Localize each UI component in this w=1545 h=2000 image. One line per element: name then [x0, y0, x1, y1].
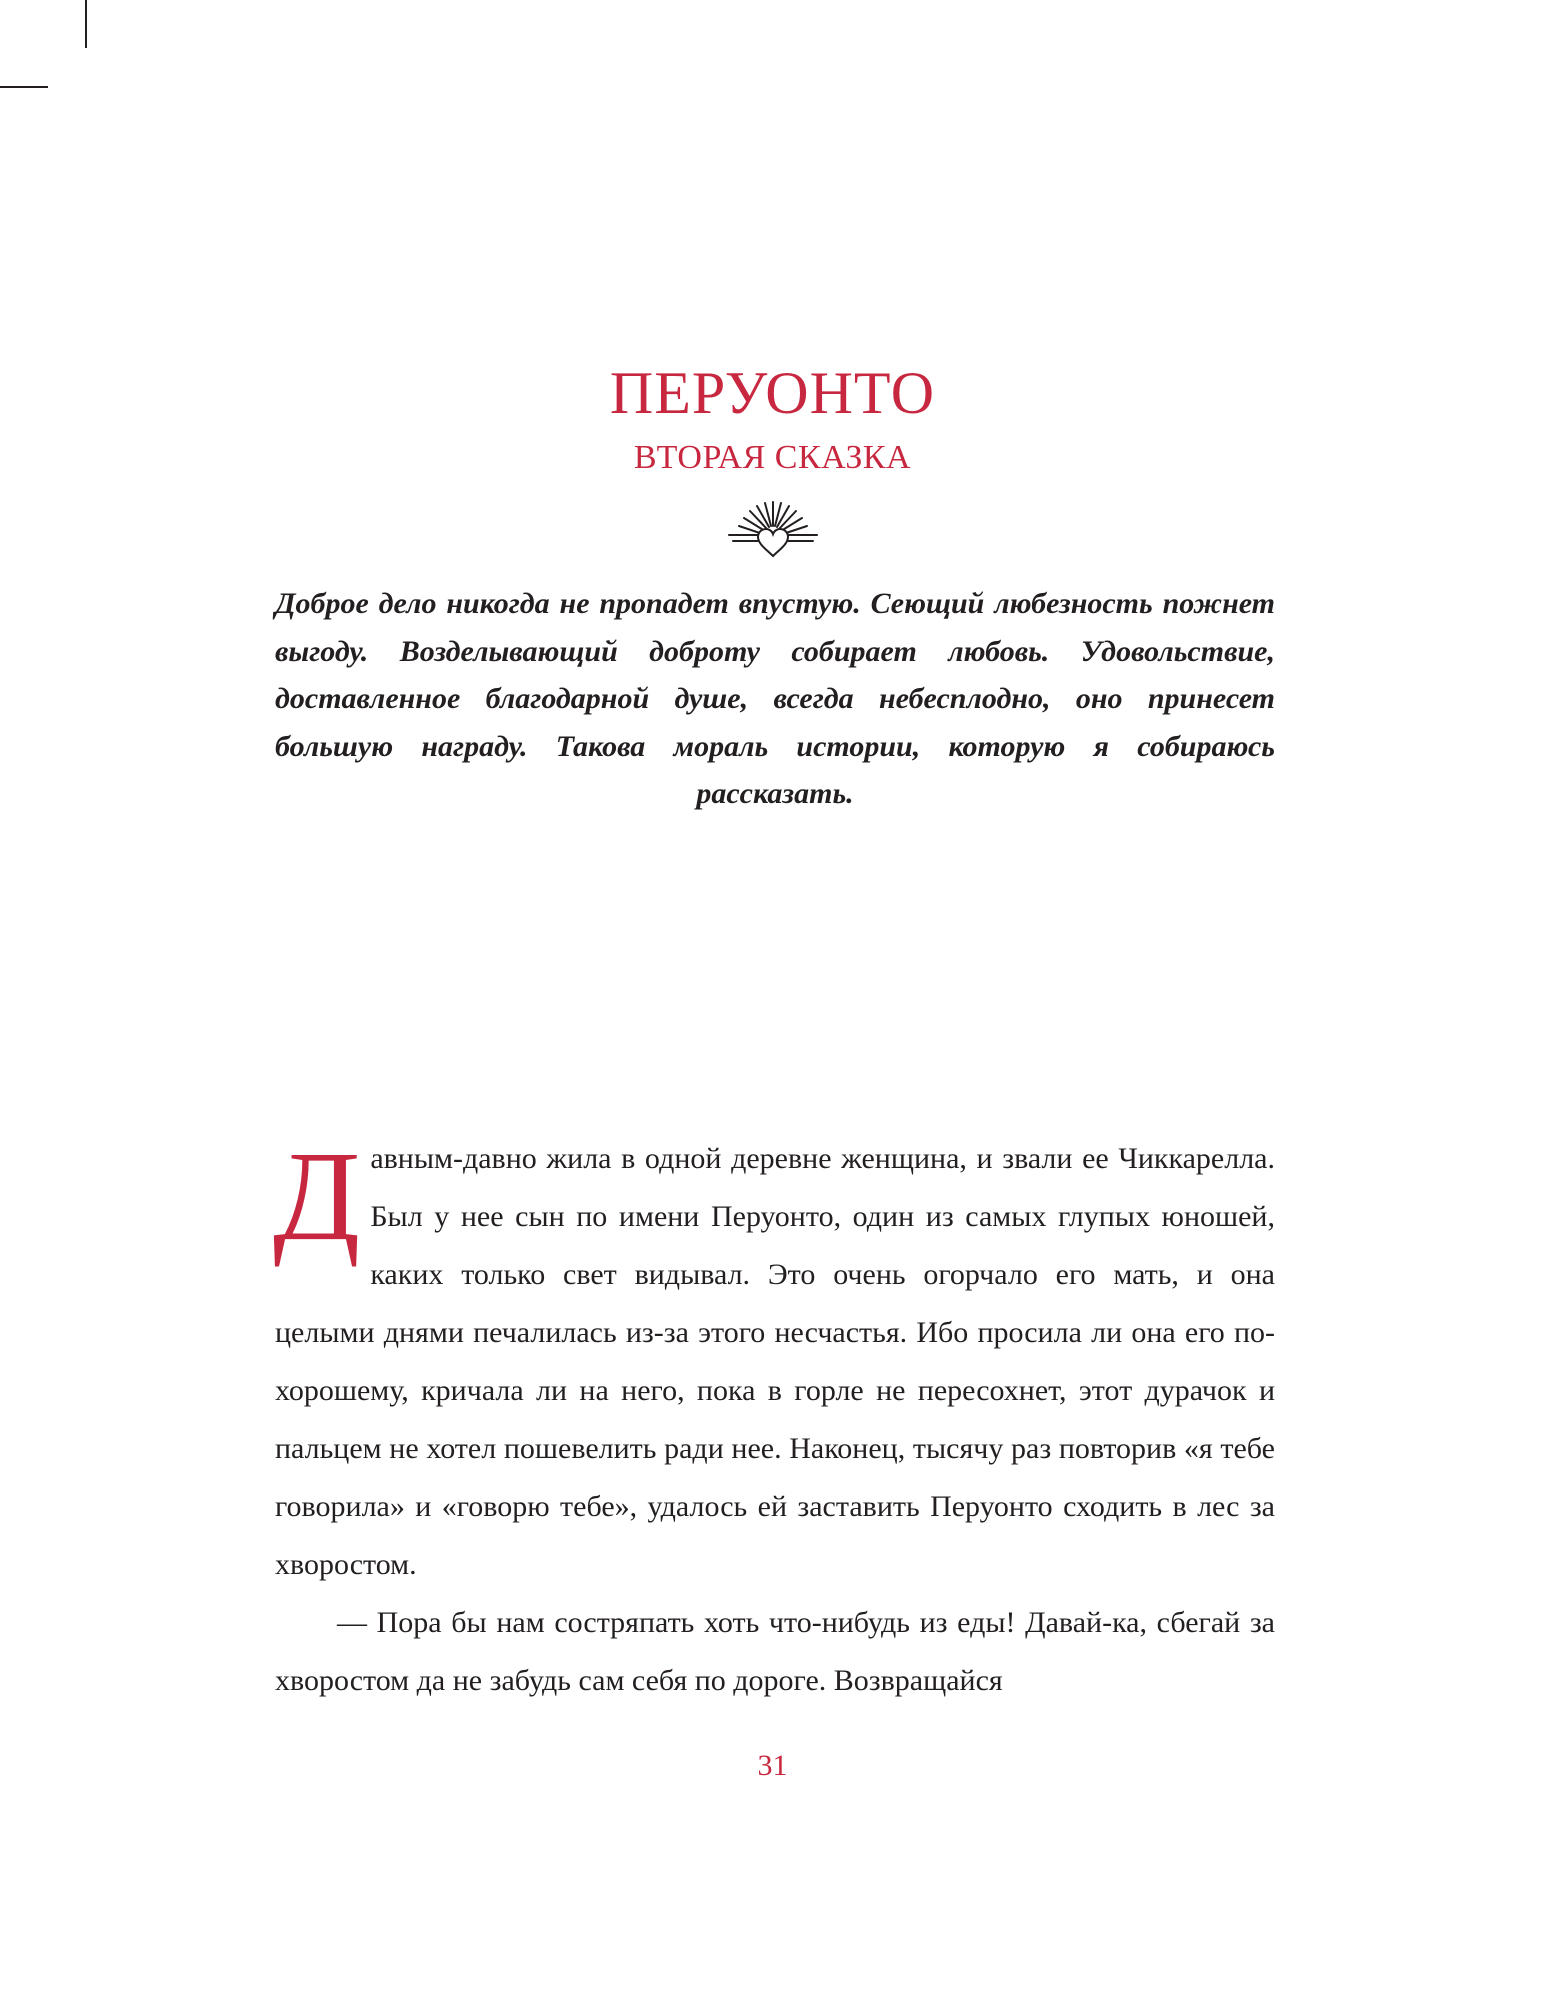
chapter-subtitle: ВТОРАЯ СКАЗКА	[633, 439, 912, 476]
epigraph: Доброе дело никогда не пропадет впустую. Сеющий любезность пожнет выгоду. Возделывающий доброту собирает любовь. Удовольствие, доставленное благодарной душе, всегда небесплодно, оно принесет большую награду. Такова мораль истории, которую я собираюсь рассказать.	[275, 587, 1275, 810]
drop-cap: Д	[273, 1125, 361, 1267]
paragraph-second: — Пора бы нам состряпать хоть что-нибудь из еды! Давай-ка, сбегай за хворостом да не забудь сам себя по дороге. Возвращайся	[275, 1606, 1275, 1697]
paragraph-1-text: авным-давно жила в одной деревне женщина, и звали ее Чиккарелла. Был у нее сын по имени Перуонто, один из самых глупых юношей, каких только свет видывал. Это очень огорчало его мать, и она целыми днями печалилась из-за этого несчастья. Ибо просила ли она его по-хорошему, кричала ли на него, пока в горле не пересохнет, этот дурачок и пальцем не хотел пошевелить ради нее. Наконец, тысячу раз повторив «я тебе говорила» и «говорю тебе», удалось ей заставить Перуонто сходить в лес за хворостом.	[275, 1142, 1275, 1581]
paragraph-first	[273, 1125, 1275, 1594]
sunburst-heart-icon	[727, 500, 819, 560]
story-text	[273, 1125, 1275, 1710]
chapter-header	[0, 358, 1545, 478]
page-number: 31	[757, 1749, 788, 1782]
crop-mark-vertical	[85, 0, 87, 48]
crop-mark-horizontal	[0, 86, 48, 88]
chapter-title: ПЕРУОНТО	[609, 360, 936, 426]
